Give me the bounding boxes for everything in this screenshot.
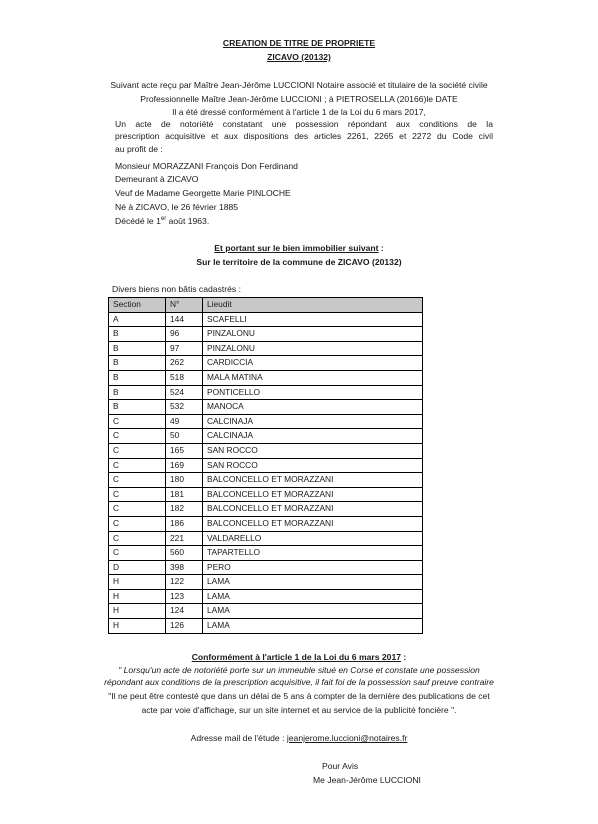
- intro-line-5: prescription acquisitive et aux dispositions des articles 2261, 2265 et 2272 du Code civil: [115, 131, 493, 141]
- cell-section: B: [109, 385, 166, 400]
- cell-section: B: [109, 327, 166, 342]
- table-row: [109, 327, 423, 342]
- table-row: [109, 341, 423, 356]
- cell-section: C: [109, 531, 166, 546]
- contact-email-link[interactable]: jeanjerome.luccioni@notaires.fr: [286, 733, 408, 743]
- table-row: [109, 531, 423, 546]
- cell-number: 126: [166, 619, 203, 634]
- table-row: [109, 458, 423, 473]
- cell-section: C: [109, 443, 166, 458]
- beneficiary-residence: Demeurant à ZICAVO: [115, 174, 199, 184]
- cell-number: 186: [166, 516, 203, 531]
- table-row: [109, 356, 423, 371]
- cell-number: 524: [166, 385, 203, 400]
- cell-lieudit: TAPARTELLO: [203, 546, 423, 561]
- beneficiary-marital-status: Veuf de Madame Georgette Marie PINLOCHE: [115, 188, 291, 198]
- table-row: [109, 560, 423, 575]
- cell-section: B: [109, 400, 166, 415]
- cell-number: 221: [166, 531, 203, 546]
- cell-number: 182: [166, 502, 203, 517]
- intro-line-2: Professionnelle Maître Jean-Jérôme LUCCIONI ; à PIETROSELLA (20166)le DATE: [140, 94, 458, 104]
- beneficiary-name: Monsieur MORAZZANI François Don Ferdinand: [115, 161, 298, 171]
- cell-number: 122: [166, 575, 203, 590]
- table-row: [109, 429, 423, 444]
- cell-lieudit: MALA MATINA: [203, 370, 423, 385]
- cell-section: H: [109, 604, 166, 619]
- cell-lieudit: MANOCA: [203, 400, 423, 415]
- table-row: [109, 400, 423, 415]
- cell-lieudit: PERO: [203, 560, 423, 575]
- parcels-table-body: [109, 312, 423, 633]
- cell-lieudit: LAMA: [203, 604, 423, 619]
- table-row: [109, 619, 423, 634]
- cell-section: C: [109, 429, 166, 444]
- document-title: CREATION DE TITRE DE PROPRIETE: [222, 38, 376, 48]
- intro-line-6: au profit de :: [115, 144, 163, 154]
- cell-number: 50: [166, 429, 203, 444]
- cell-section: C: [109, 502, 166, 517]
- cell-number: 165: [166, 443, 203, 458]
- table-row: [109, 502, 423, 517]
- cell-section: B: [109, 370, 166, 385]
- document-subtitle: ZICAVO (20132): [267, 52, 331, 62]
- cell-number: 262: [166, 356, 203, 371]
- cell-lieudit: LAMA: [203, 589, 423, 604]
- cell-number: 123: [166, 589, 203, 604]
- cell-number: 96: [166, 327, 203, 342]
- cell-lieudit: BALCONCELLO ET MORAZZANI: [203, 473, 423, 488]
- property-heading: Et portant sur le bien immobilier suivant :: [214, 243, 384, 253]
- law-quote-line-1: " Lorsqu'un acte de notoriété porte sur un immeuble situé en Corse et constate une possession: [118, 665, 480, 675]
- table-row: [109, 370, 423, 385]
- cell-number: 181: [166, 487, 203, 502]
- cell-lieudit: LAMA: [203, 619, 423, 634]
- cell-lieudit: BALCONCELLO ET MORAZZANI: [203, 487, 423, 502]
- cell-lieudit: PINZALONU: [203, 341, 423, 356]
- table-row: [109, 385, 423, 400]
- cell-section: B: [109, 341, 166, 356]
- table-row: [109, 443, 423, 458]
- cell-section: C: [109, 473, 166, 488]
- cell-lieudit: SAN ROCCO: [203, 458, 423, 473]
- law-quote-line-3: "Il ne peut être contesté que dans un délai de 5 ans à compter de la dernière des publications de cet: [108, 691, 490, 701]
- intro-line-4: Un acte de notoriété constatant une possession répondant aux conditions de la: [115, 119, 493, 129]
- table-row: [109, 487, 423, 502]
- table-row: [109, 473, 423, 488]
- cell-lieudit: BALCONCELLO ET MORAZZANI: [203, 516, 423, 531]
- table-row: [109, 312, 423, 327]
- cell-section: C: [109, 516, 166, 531]
- signature-notary-name: Me Jean-Jérôme LUCCIONI: [313, 775, 421, 785]
- intro-line-1: Suivant acte reçu par Maître Jean-Jérôme LUCCIONI Notaire associé et titulaire de la société civile: [110, 80, 488, 90]
- cell-section: C: [109, 414, 166, 429]
- cell-lieudit: PINZALONU: [203, 327, 423, 342]
- cell-number: 169: [166, 458, 203, 473]
- cell-section: B: [109, 356, 166, 371]
- cell-section: H: [109, 575, 166, 590]
- law-quote-line-4: acte par voie d'affichage, sur un site internet et au service de la publicité foncière ".: [141, 705, 457, 715]
- cell-number: 144: [166, 312, 203, 327]
- table-row: [109, 589, 423, 604]
- cell-section: C: [109, 458, 166, 473]
- cell-section: C: [109, 546, 166, 561]
- table-row: [109, 414, 423, 429]
- cell-section: H: [109, 589, 166, 604]
- table-caption: Divers biens non bâtis cadastrés :: [112, 284, 241, 294]
- intro-line-3: Il a été dressé conformément à l'article 1 de la Loi du 6 mars 2017,: [172, 107, 426, 117]
- cell-number: 180: [166, 473, 203, 488]
- cell-lieudit: BALCONCELLO ET MORAZZANI: [203, 502, 423, 517]
- table-header-row: [109, 298, 423, 313]
- signature-pour-avis: Pour Avis: [322, 761, 359, 771]
- cell-number: 97: [166, 341, 203, 356]
- table-row: [109, 604, 423, 619]
- property-territory: Sur le territoire de la commune de ZICAVO (20132): [196, 257, 402, 267]
- cell-lieudit: VALDARELLO: [203, 531, 423, 546]
- beneficiary-birth: Né à ZICAVO, le 26 février 1885: [115, 202, 239, 212]
- cell-lieudit: PONTICELLO: [203, 385, 423, 400]
- table-row: [109, 546, 423, 561]
- cell-section: D: [109, 560, 166, 575]
- cell-lieudit: CALCINAJA: [203, 414, 423, 429]
- cell-number: 124: [166, 604, 203, 619]
- column-header-section: Section: [109, 298, 166, 313]
- parcels-table: [108, 297, 423, 634]
- cell-lieudit: SAN ROCCO: [203, 443, 423, 458]
- law-heading: Conformément à l'article 1 de la Loi du 6 mars 2017 :: [191, 652, 407, 662]
- cell-number: 49: [166, 414, 203, 429]
- cell-section: A: [109, 312, 166, 327]
- table-row: [109, 575, 423, 590]
- column-header-lieudit: Lieudit: [203, 298, 423, 313]
- cell-lieudit: CALCINAJA: [203, 429, 423, 444]
- beneficiary-death: Décédé le 1er août 1963.: [115, 216, 210, 226]
- cell-number: 560: [166, 546, 203, 561]
- cell-lieudit: CARDICCIA: [203, 356, 423, 371]
- cell-lieudit: LAMA: [203, 575, 423, 590]
- contact-line: Adresse mail de l'étude : jeanjerome.luccioni@notaires.fr: [190, 733, 408, 743]
- cell-number: 532: [166, 400, 203, 415]
- table-row: [109, 516, 423, 531]
- law-quote-line-2: répondant aux conditions de la prescription acquisitive, il fait foi de la possession sauf preuve contraire: [104, 677, 494, 687]
- cell-lieudit: SCAFELLI: [203, 312, 423, 327]
- cell-number: 398: [166, 560, 203, 575]
- cell-section: H: [109, 619, 166, 634]
- cell-section: C: [109, 487, 166, 502]
- cell-number: 518: [166, 370, 203, 385]
- column-header-number: N°: [166, 298, 203, 313]
